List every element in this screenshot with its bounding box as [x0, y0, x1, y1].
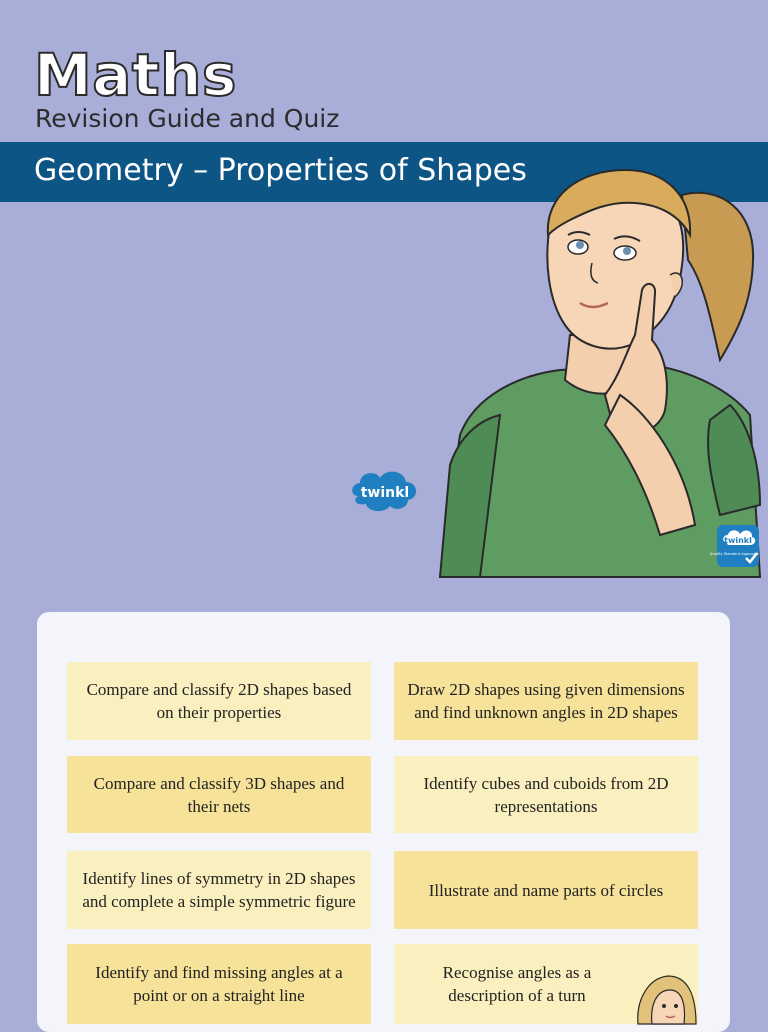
page-subtitle: Revision Guide and Quiz	[35, 104, 340, 133]
topic-card: Identify lines of symmetry in 2D shapes and complete a simple symmetric figure	[67, 851, 371, 929]
twinkl-logo	[348, 466, 422, 514]
topic-card: Identify and find missing angles at a point or on a straight line	[67, 944, 371, 1024]
topic-card: Compare and classify 2D shapes based on their properties	[67, 662, 371, 740]
topic-banner-title: Geometry – Properties of Shapes	[34, 153, 527, 188]
page-title: Maths	[34, 41, 237, 109]
quality-badge-icon	[709, 524, 760, 568]
topic-card: Illustrate and name parts of circles	[394, 851, 698, 929]
topic-card: Compare and classify 3D shapes and their nets	[67, 756, 371, 833]
thinking-girl-illustration	[420, 165, 768, 577]
small-girl-illustration	[630, 970, 700, 1024]
topic-card: Draw 2D shapes using given dimensions and find unknown angles in 2D shapes	[394, 662, 698, 740]
topic-card: Recognise angles as a description of a turn	[394, 944, 698, 1024]
badge-logo-text: twinkl	[724, 536, 752, 545]
twinkl-logo-text: twinkl	[360, 485, 410, 501]
badge-caption: Quality Standard Approved	[709, 552, 759, 556]
topic-card: Identify cubes and cuboids from 2D representations	[394, 756, 698, 833]
